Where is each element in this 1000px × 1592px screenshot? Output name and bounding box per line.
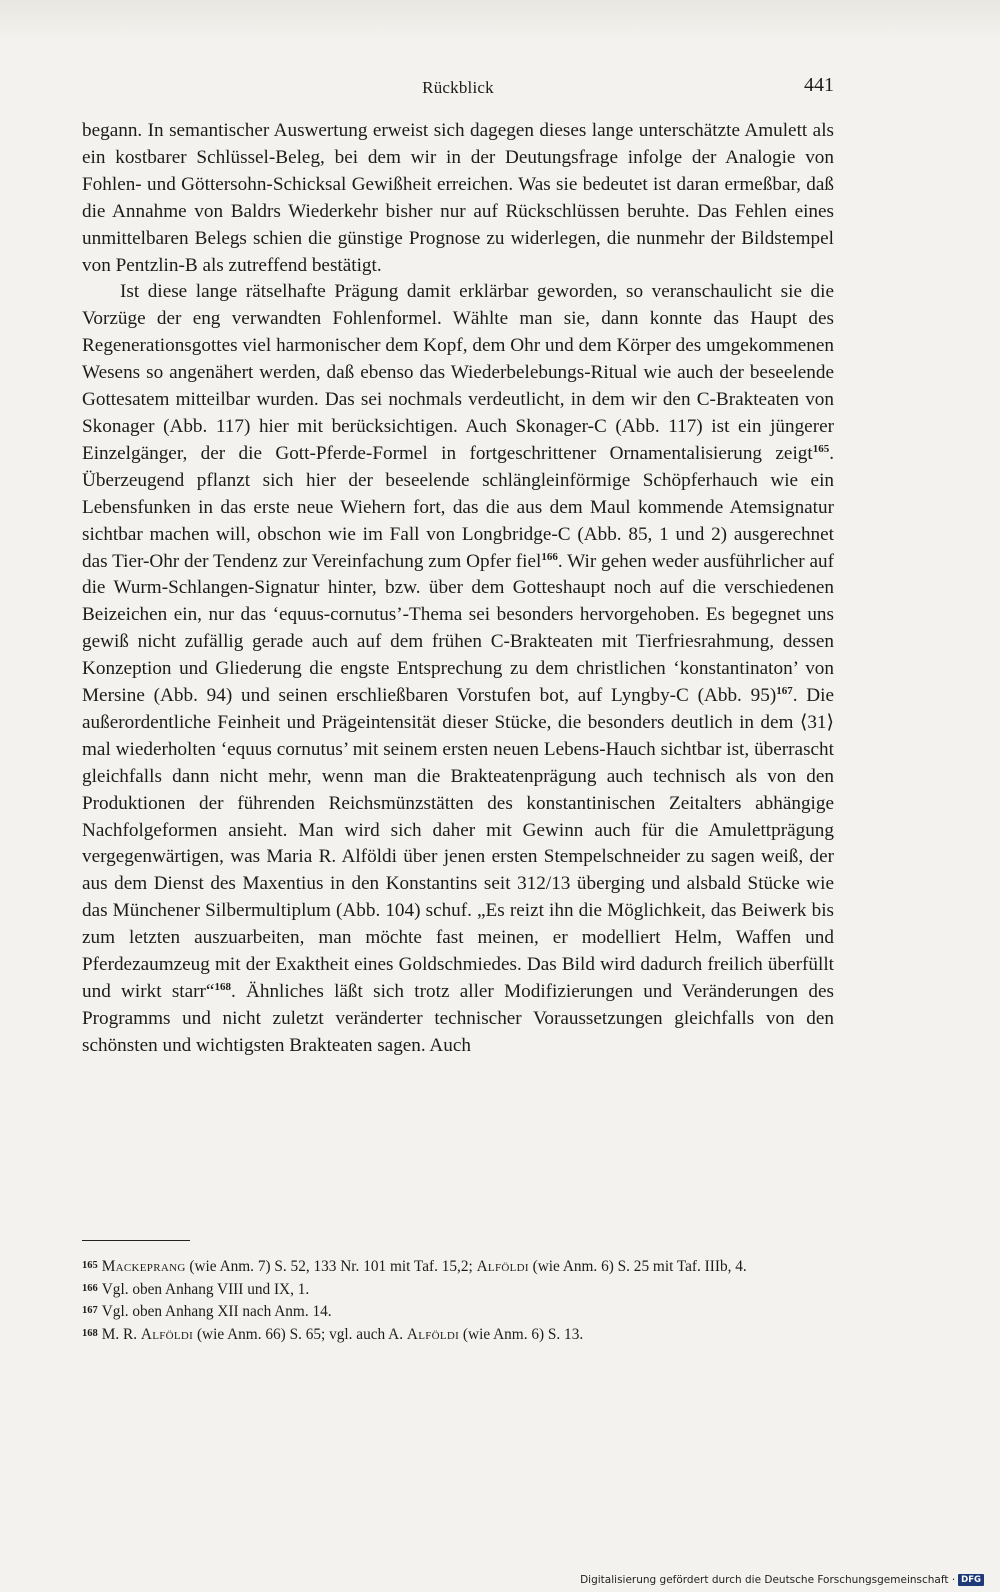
footnote-text: Vgl. oben Anhang XII nach Anm. 14. (101, 1303, 332, 1320)
footnote-ref-167[interactable]: 167 (776, 685, 793, 698)
paragraph-2-text: . Überzeugend pflanzt sich hier der beseelende schlängleinförmige Schöpferhauch wie ein Lebensfunken in das erste neue Wiehern fort, das die aus dem Maul kommende Atemsignatur sichtbar machen will, obschon wie im Fall von Longbridge-C (Abb. 85, 1 und 2) ausgerechnet das Tier-Ohr der Tendenz zur Vereinfachung zum Opfer fiel (82, 442, 834, 572)
footnote-divider (82, 1240, 190, 1241)
running-title: Rückblick (422, 78, 494, 97)
footnote-ref-168[interactable]: 168 (214, 981, 231, 993)
footnote-number: 168 (82, 1327, 98, 1339)
footnote-text: (wie Anm. 66) S. 65; vgl. auch A. (193, 1325, 407, 1343)
footnote-165 (82, 1255, 834, 1278)
footnote-number: 165 (82, 1260, 98, 1271)
footnote-number: 167 (82, 1305, 98, 1316)
author-name: Alföldi (476, 1258, 529, 1275)
footnote-text: (wie Anm. 6) S. 25 mit Taf. IIIb, 4. (528, 1258, 747, 1275)
footnote-text: M. R. (101, 1325, 141, 1343)
footnote-168 (82, 1323, 834, 1346)
scan-shadow (0, 0, 1000, 40)
digitization-credit (580, 1574, 984, 1586)
footnote-167 (82, 1300, 834, 1323)
footnote-text: (wie Anm. 6) S. 13. (459, 1325, 584, 1343)
page-number: 441 (804, 74, 834, 96)
body-text (82, 118, 834, 1060)
footnote-number: 166 (82, 1282, 98, 1294)
credit-text: Digitalisierung gefördert durch die Deutsche Forschungsgemeinschaft · (580, 1574, 956, 1586)
paragraph-2-text: . Die außerordentliche Feinheit und Prägeintensität dieser Stücke, die besonders deutlich in dem ⟨31⟩ mal wiederholten ‘equus cornutus’ mit seinem ersten neuen Lebens-Hauch sichtbar ist, überrascht gleichfalls dann nicht mehr, wenn man die Brakteatenprägung auch technisch als von den Produktionen der führenden Reichsmünzstätten des konstantinischen Zeitalters abhängige Nachfolgeformen ansieht. Man wird sich daher mit Gewinn auch für die Amulettprägung vergegenwärtigen, was Maria R. Alföldi über jenen ersten Stempelschneider zu sagen weiß, der aus dem Dienst des Maxentius in den Konstantins seit 312/13 überging und alsbald Stücke wie das Münchener Silbermultiplum (Abb. 104) schuf. „Es reizt ihn die Möglichkeit, das Beiwerk bis zum letzten auszuarbeiten, man möchte fast meinen, er modelliert Helm, Waffen und Pferdezaumzeug mit der Exaktheit eines Goldschmiedes. Das Bild wird dadurch freilich überfüllt und wirkt starr“ (82, 685, 834, 1002)
author-name: Alföldi (140, 1325, 194, 1343)
paragraph-1: begann. In semantischer Auswertung erweist sich dagegen dieses lange unterschätzte Amulett als ein kostbarer Schlüssel-Beleg, bei dem wir in der Deutungsfrage infolge der Analogie von Fohlen- und Göttersohn-Schicksal Gewißheit erreichen. Was sie bedeutet ist daran ermeßbar, daß die Annahme von Baldrs Wiederkehr bisher nur auf Rückschlüssen beruhte. Das Fehlen eines unmittelbaren Belegs schien die günstige Prognose zu widerlegen, die nunmehr der Bildstempel von Pentzlin-B als zutreffend bestätigt. (82, 120, 834, 276)
paragraph-2-text: . Wir gehen weder ausführlicher auf die Wurm-Schlangen-Signatur hinter, bzw. über dem Gotteshaupt noch auf die verschiedenen Beizeichen ein, nur das ‘equus-cornutus’-Thema sei besonders hervorgehoben. Es begegnet uns gewiß nicht zufällig gerade auch auf dem frühen C-Brakteaten mit Tierfriesrahmung, dessen Konzeption und Gliederung die engste Entsprechung zu dem christlichen ‘konstantinaton’ von Mersine (Abb. 94) und seinen erschließbaren Vorstufen bot, auf Lyngby-C (Abb. 95) (82, 550, 834, 707)
paragraph-2-text: Ist diese lange rätselhafte Prägung damit erklärbar geworden, so veranschaulicht sie die Vorzüge der eng verwandten Fohlenformel. Wählte man sie, dann konnte das Haupt des Regenerationsgottes viel harmonischer dem Kopf, dem Ohr und dem Körper des umgekommenen Wesens so angenähert werden, daß ebenso das Wiederbelebungs-Ritual wie auch der beseelende Gottesatem mitteilbar wurden. Das sei nochmals verdeutlicht, in dem wir den C-Brakteaten von Skonager (Abb. 117) hier mit berücksichtigen. Auch Skonager-C (Abb. 117) ist ein jüngerer Einzelgänger, der die Gott-Pferde-Formel in fortgeschrittener Ornamentalisierung zeigt (82, 281, 834, 464)
footnotes (82, 1255, 834, 1345)
author-name: Alföldi (406, 1325, 460, 1343)
footnote-166 (82, 1278, 834, 1301)
footnote-text: (wie Anm. 7) S. 52, 133 Nr. 101 mit Taf. 15,2; (185, 1258, 477, 1275)
footnote-text: Vgl. oben Anhang VIII und IX, 1. (101, 1280, 310, 1298)
footnote-ref-166[interactable]: 166 (541, 550, 558, 563)
page-header (82, 74, 834, 104)
author-name: Mackeprang (101, 1258, 186, 1275)
dfg-logo: DFG (958, 1574, 984, 1586)
paragraph-2-text: . Ähnliches läßt sich trotz aller Modifizierungen und Veränderungen des Programms und nicht zuletzt veränderter technischer Voraussetzungen gleichfalls von den schönsten und wichtigsten Brakteaten sagen. Auch (82, 981, 834, 1056)
footnote-ref-165[interactable]: 165 (812, 442, 830, 455)
paragraph-2 (82, 279, 834, 1059)
